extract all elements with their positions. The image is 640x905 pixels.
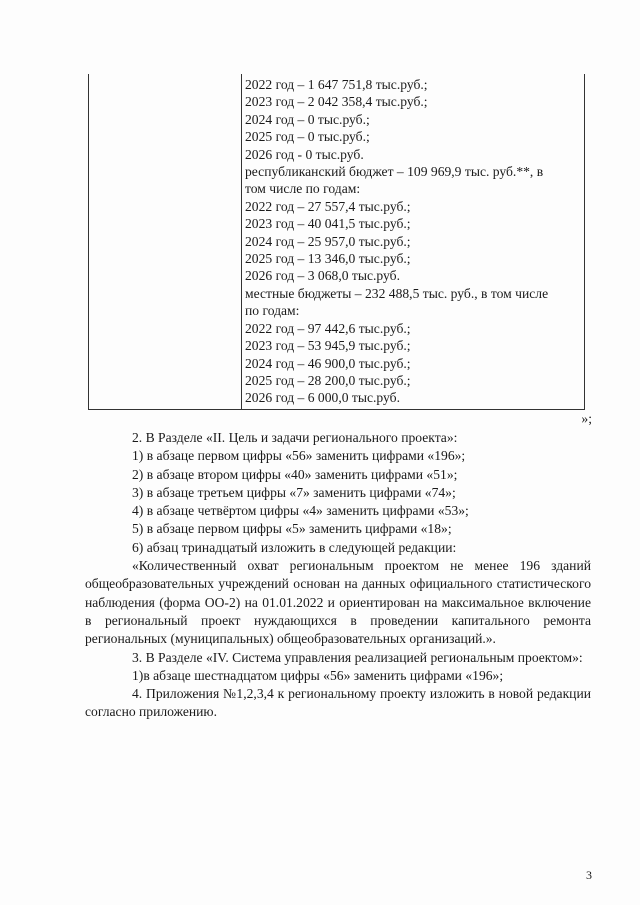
table-line: 2023 год – 40 041,5 тыс.руб.; (245, 216, 411, 232)
table-line: по годам: (245, 303, 300, 319)
paragraph-section-3-item-1: 1)в абзаце шестнадцатом цифры «56» заменить цифрами «196»; (132, 667, 504, 683)
paragraph-quoted-text: «Количественный охват региональным проектом не менее 196 зданий общеобразовательных учреждений основан на данных официального статистического наблюдения (форма ОО-2) на 01.01.2022 и ориентирован на максимальное включение в региональный проект нуждающихся в проведении капитального ремонта региональных (муниципальных) общеобразовательных организаций.». (85, 558, 591, 647)
table-right-column (242, 76, 582, 407)
table-line: 2025 год – 28 200,0 тыс.руб.; (245, 372, 411, 388)
paragraph-item-2: 2) в абзаце втором цифры «40» заменить цифрами «51»; (132, 466, 458, 482)
paragraph-item-4: 4) в абзаце четвёртом цифры «4» заменить цифрами «53»; (132, 503, 469, 519)
table-line: том числе по годам: (245, 181, 361, 197)
paragraph-item-5: 5) в абзаце первом цифры «5» заменить цифрами «18»; (132, 521, 452, 537)
paragraph-section-4: 4. Приложения №1,2,3,4 к региональному проекту изложить в новой редакции согласно приложению. (85, 686, 591, 720)
amendments-text (85, 429, 591, 722)
table-line: 2024 год – 0 тыс.руб.; (245, 111, 370, 127)
table-line: 2026 год – 3 068,0 тыс.руб. (245, 268, 400, 284)
table-line: 2023 год – 2 042 358,4 тыс.руб.; (245, 94, 428, 110)
paragraph-item-3: 3) в абзаце третьем цифры «7» заменить цифрами «74»; (132, 484, 456, 500)
table-line: 2026 год – 6 000,0 тыс.руб. (245, 390, 400, 406)
table-line: 2022 год – 27 557,4 тыс.руб.; (245, 198, 411, 214)
paragraph-item-6: 6) абзац тринадцатый изложить в следующей редакции: (132, 539, 457, 555)
page-number: 3 (586, 868, 592, 882)
paragraph-section-3: 3. В Разделе «IV. Система управления реализацией региональным проектом»: (132, 649, 583, 665)
paragraph-section-2: 2. В Разделе «II. Цель и задачи регионального проекта»: (132, 430, 458, 445)
table-line: 2024 год – 46 900,0 тыс.руб.; (245, 355, 411, 371)
table-line: 2024 год – 25 957,0 тыс.руб.; (245, 233, 411, 249)
table-line: 2023 год – 53 945,9 тыс.руб.; (245, 338, 411, 354)
funding-table (88, 74, 585, 410)
paragraph-item-1: 1) в абзаце первом цифры «56» заменить цифрами «196»; (132, 448, 466, 464)
table-line: республиканский бюджет – 109 969,9 тыс. руб.**, в (245, 164, 544, 180)
table-left-column (89, 74, 242, 409)
table-line: 2022 год – 97 442,6 тыс.руб.; (245, 320, 411, 336)
closing-quote: »; (581, 411, 592, 426)
table-line: 2025 год – 13 346,0 тыс.руб.; (245, 251, 411, 267)
table-line: 2025 год – 0 тыс.руб.; (245, 129, 370, 145)
table-line: 2022 год – 1 647 751,8 тыс.руб.; (245, 77, 428, 92)
table-line: 2026 год - 0 тыс.руб. (245, 146, 364, 162)
table-line: местные бюджеты – 232 488,5 тыс. руб., в том числе (245, 285, 549, 301)
